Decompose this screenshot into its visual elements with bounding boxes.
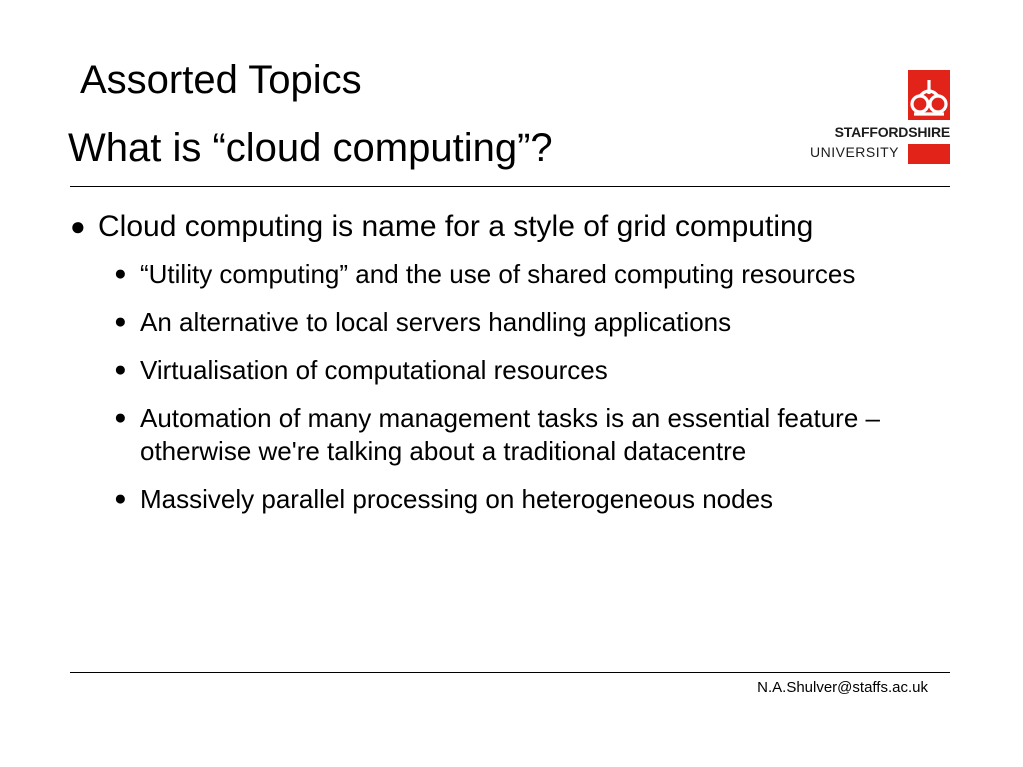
bullet-icon: ●: [114, 262, 127, 285]
sub-bullet: [114, 483, 920, 516]
footer-divider: [70, 672, 950, 673]
section-title: Assorted Topics: [80, 58, 362, 102]
main-bullet-text: Cloud computing is name for a style of grid computing: [98, 210, 814, 243]
sub-bullet-text: Massively parallel processing on heterogeneous nodes: [140, 484, 774, 514]
sub-bullet-text: An alternative to local servers handling applications: [140, 307, 732, 337]
university-logo: [810, 70, 950, 164]
main-bullet: [70, 208, 930, 246]
sub-bullet: [114, 354, 920, 387]
slide-title: What is “cloud computing”?: [68, 126, 553, 170]
logo-line-2: UNIVERSITY: [810, 144, 900, 160]
bullet-icon: ●: [114, 406, 127, 429]
sub-bullet-text: Virtualisation of computational resources: [140, 355, 608, 385]
sub-bullet: [114, 402, 920, 468]
sub-bullet: [114, 306, 920, 339]
bullet-icon: ●: [114, 310, 127, 333]
bullet-list: [70, 208, 930, 531]
sub-bullet-text: “Utility computing” and the use of shared computing resources: [140, 259, 856, 289]
logo-line-1: STAFFORDSHIRE: [834, 124, 950, 140]
sub-bullet-text: Automation of many management tasks is an essential feature – otherwise we're talking about a traditional datacentre: [140, 403, 880, 466]
sub-bullet: [114, 258, 920, 291]
bullet-icon: ●: [114, 358, 127, 381]
footer-email: N.A.Shulver@staffs.ac.uk: [757, 679, 928, 696]
bullet-icon: ●: [70, 211, 86, 241]
bullet-icon: ●: [114, 487, 127, 510]
header-divider: [70, 186, 950, 187]
